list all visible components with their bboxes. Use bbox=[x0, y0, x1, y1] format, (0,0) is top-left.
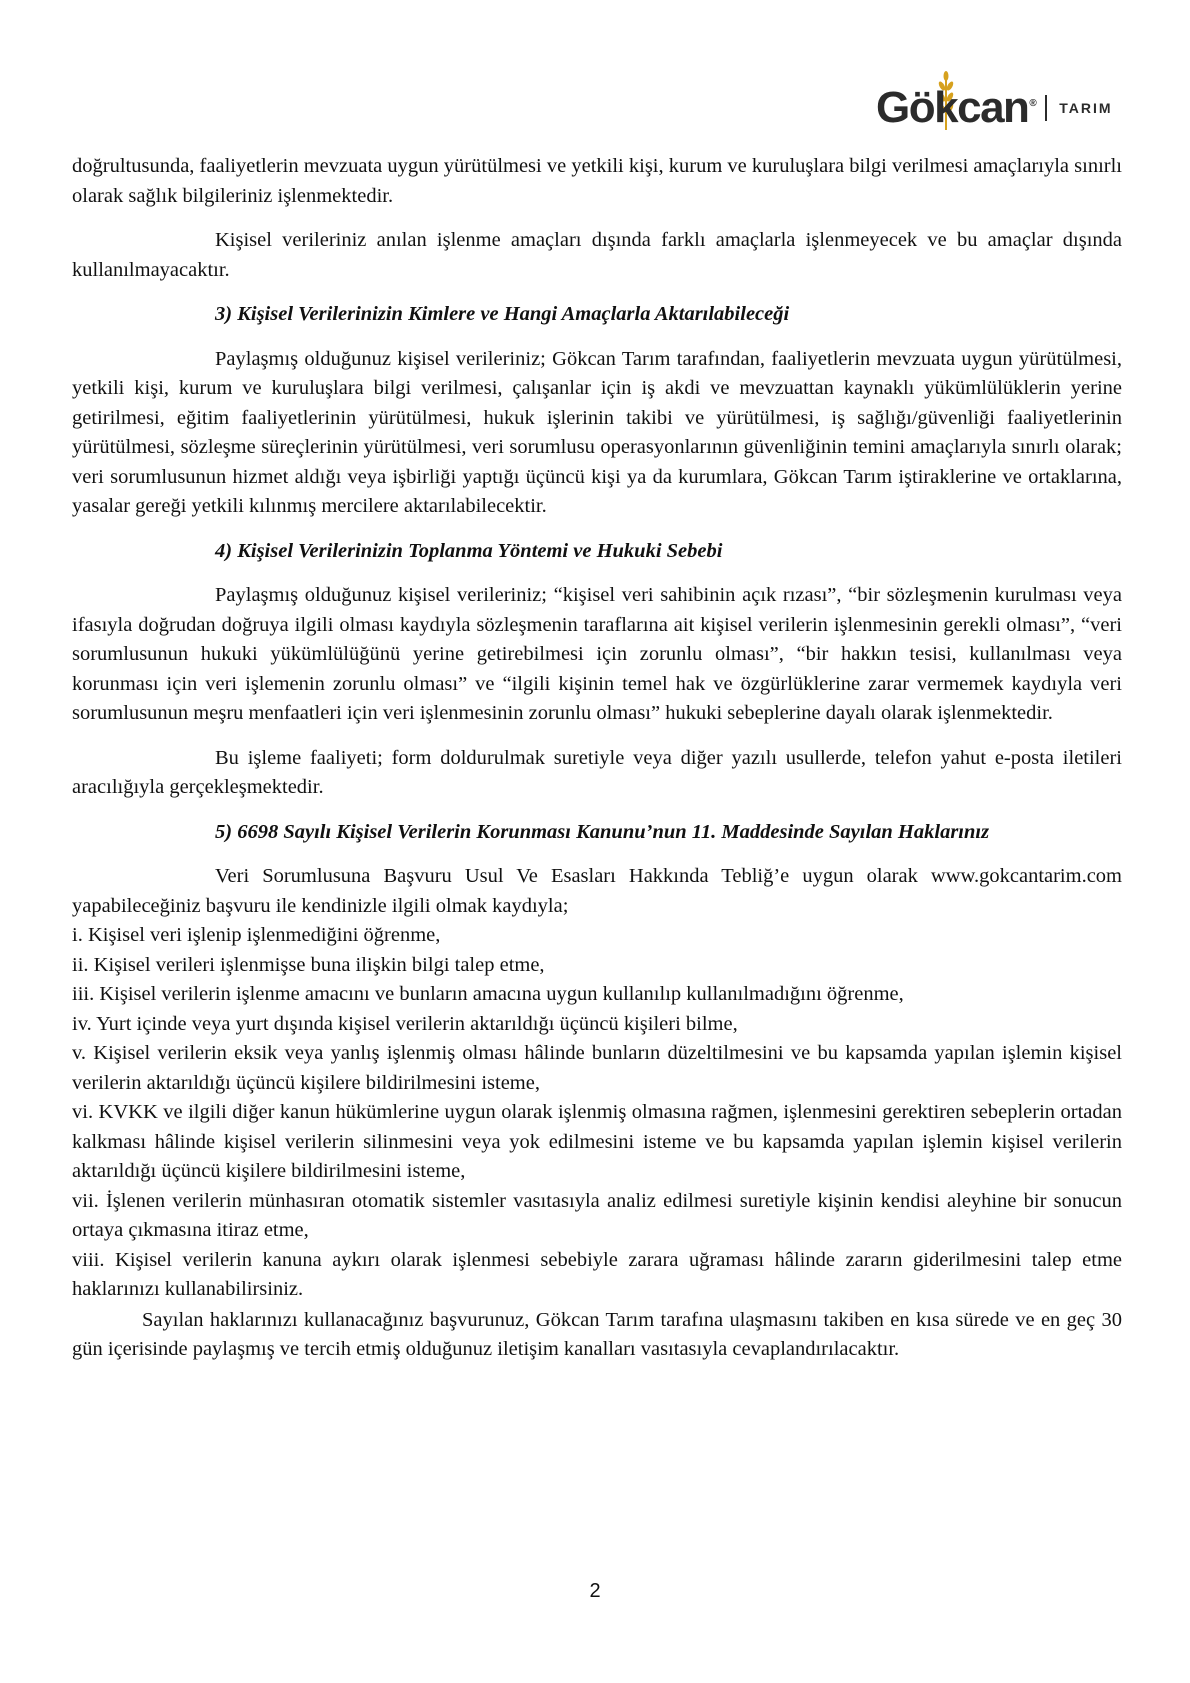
list-item: iii. Kişisel verilerin işlenme amacını ve bunların amacına uygun kullanılıp kullanılmadığını öğrenme, bbox=[72, 983, 904, 1005]
list-item: viii. Kişisel verilerin kanuna aykırı olarak işlenmesi sebebiyle zarara uğraması hâlinde zararın giderilmesini talep etme haklarınızı kullanabilirsiniz. bbox=[72, 1248, 1122, 1300]
logo-k-letter: k bbox=[934, 83, 958, 132]
list-item: ii. Kişisel verileri işlenmişse buna ilişkin bilgi talep etme, bbox=[72, 953, 545, 976]
application-text: Veri Sorumlusuna Başvuru Usul Ve Esasları Hakkında Tebliğ’e uygun olarak www.gokcantarim.com yapabileceğiniz başvuru ile kendinizle ilgili olmak kaydıyla; bbox=[72, 865, 1122, 917]
logo-prefix: Gö bbox=[876, 83, 935, 132]
registered-mark: ® bbox=[1029, 98, 1036, 110]
page-number: 2 bbox=[589, 1580, 601, 1602]
paragraph-purpose-limit: Kişisel verileriniz anılan işlenme amaçları dışında farklı amaçlarla işlenmeyecek ve bu amaçlar dışında kullanılmayacaktır. bbox=[72, 229, 1122, 281]
logo-divider bbox=[1045, 95, 1047, 121]
list-item: i. Kişisel veri işlenip işlenmediğini öğrenme, bbox=[72, 924, 441, 946]
section-heading-4: 4) Kişisel Verilerinizin Toplanma Yöntemi ve Hukuki Sebebi bbox=[215, 539, 723, 562]
logo-suffix: can bbox=[957, 83, 1029, 132]
list-item: vi. KVKK ve ilgili diğer kanun hükümlerine uygun olarak işlenmiş olmasına rağmen, işlenmesini gerektiren sebeplerin ortadan kalkması hâlinde kişisel verilerin silinmesini veya yok edilmesini isteme ve bu kapsamda yapılan işlemin kişisel verilerin aktarıldığı üçüncü kişilere bildirilmesini isteme, bbox=[72, 1101, 1122, 1182]
paragraph-legal-basis: Paylaşmış olduğunuz kişisel verileriniz; “kişisel veri sahibinin açık rızası”, “bir sözleşmenin kurulması veya ifasıyla doğrudan doğruya ilgili olması kaydıyla sözleşmenin taraflarına ait kişisel verilerin işlenmesinin gerekli olması”, “veri sorumlusunun hukuki yükümlülüğünü yerine getirebilmesi için zorunlu olması”, “bir hakkın tesisi, kullanılması veya korunması için veri işlemenin zorunlu olması” ve “ilgili kişinin temel hak ve özgürlüklerine zarar vermemek kaydıyla veri sorumlusunun meşru menfaatleri için veri işlenmesinin zorunlu olması” hukuki sebeplerine dayalı olarak işlenmektedir. bbox=[72, 584, 1122, 724]
section-heading-5: 5) 6698 Sayılı Kişisel Verilerin Korunması Kanunu’nun 11. Maddesinde Sayılan Haklarınız bbox=[215, 820, 990, 843]
logo-subtitle: TARIM bbox=[1059, 100, 1113, 116]
list-item: iv. Yurt içinde veya yurt dışında kişisel verilerin aktarıldığı üçüncü kişileri bilme, bbox=[72, 1012, 738, 1035]
company-logo bbox=[876, 78, 1136, 138]
list-item: v. Kişisel verilerin eksik veya yanlış işlenmiş olması hâlinde bunların düzeltilmesini ve bu kapsamda yapılan işlemin kişisel verilerin aktarıldığı üçüncü kişilere bildirilmesini isteme, bbox=[72, 1042, 1122, 1094]
logo-wordmark bbox=[876, 83, 1036, 132]
paragraph-transfer: Paylaşmış olduğunuz kişisel verileriniz; Gökcan Tarım tarafından, faaliyetlerin mevzuata uygun yürütülmesi, yetkili kişi, kurum ve kuruluşlara bilgi verilmesi, çalışanlar için iş akdi ve mevzuattan kaynaklı yükümlülüklerin yerine getirilmesi, eğitim faaliyetlerinin yürütülmesi, hukuk işlerinin takibi ve yürütülmesi, iş sağlığı/güvenliği faaliyetlerinin yürütülmesi, sözleşme süreçlerinin yürütülmesi, veri sorumlusu operasyonlarının güvenliğinin temini amaçlarıyla sınırlı olarak; veri sorumlusunun hizmet aldığı veya işbirliği yaptığı üçüncü kişi ya da kurumlara, Gökcan Tarım iştiraklerine ve ortaklarına, yasalar gereği yetkili kılınmış mercilere aktarılabilecektir. bbox=[72, 347, 1122, 517]
paragraph-collection-method: Bu işleme faaliyeti; form doldurulmak suretiyle veya diğer yazılı usullerde, telefon yahut e-posta iletileri aracılığıyla gerçekleşmektedir. bbox=[72, 746, 1122, 798]
list-item: vii. İşlenen verilerin münhasıran otomatik sistemler vasıtasıyla analiz edilmesi suretiyle kişinin kendisi aleyhine bir sonucun ortaya çıkmasına itiraz etme, bbox=[72, 1189, 1122, 1241]
section-heading-3: 3) Kişisel Verilerinizin Kimlere ve Hangi Amaçlarla Aktarılabileceği bbox=[215, 303, 790, 325]
paragraph-health-data: doğrultusunda, faaliyetlerin mevzuata uygun yürütülmesi ve yetkili kişi, kurum ve kuruluşlara bilgi verilmesi amaçlarıyla sınırlı olarak sağlık bilgileriniz işlenmektedir. bbox=[72, 155, 1122, 207]
paragraph-application bbox=[72, 862, 1122, 921]
paragraph-response-time: Sayılan haklarınızı kullanacağınız başvurunuz, Gökcan Tarım tarafına ulaşmasını takiben en kısa sürede ve en geç 30 gün içerisinde paylaşmış ve tercih etmiş olduğunuz iletişim kanalları vasıtasıyla cevaplandırılacaktır. bbox=[72, 1308, 1122, 1360]
document-body bbox=[72, 152, 1122, 1380]
rights-list bbox=[72, 921, 1122, 1305]
logo-k bbox=[934, 83, 958, 132]
